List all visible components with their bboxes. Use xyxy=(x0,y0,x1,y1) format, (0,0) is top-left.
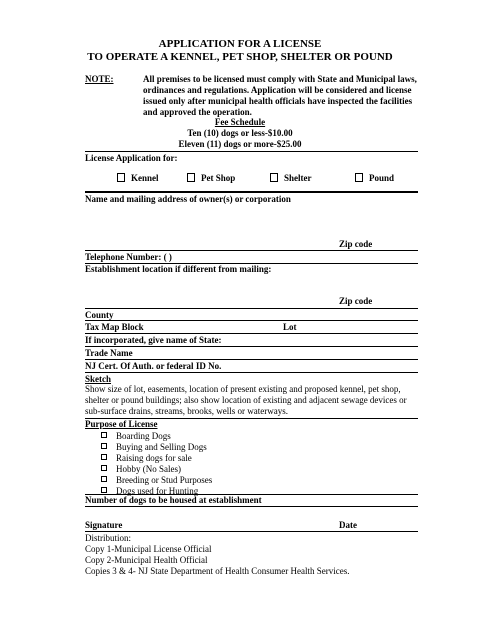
divider xyxy=(85,151,418,152)
sketch-heading: Sketch xyxy=(85,374,112,384)
checkbox[interactable] xyxy=(101,487,107,493)
checkbox[interactable] xyxy=(101,454,107,460)
nj-cert-label: NJ Cert. Of Auth. or federal ID No. xyxy=(85,361,222,371)
list-item[interactable]: Raising dogs for sale xyxy=(101,453,212,464)
trade-name-label: Trade Name xyxy=(85,348,133,358)
date-label: Date xyxy=(339,520,357,530)
divider xyxy=(85,531,418,532)
fee-line-2: Eleven (11) dogs or more-$25.00 xyxy=(178,139,302,149)
county-label: County xyxy=(85,310,114,320)
sketch-text: Show size of lot, easements, location of present existing and proposed kennel, pet shop, shelter or pound buildings; also show location of existing and adjacent sewage devices or sub-surface drains, streams, brooks, wells or waterways. xyxy=(85,384,407,416)
divider xyxy=(85,346,418,347)
zip-code-label: Zip code xyxy=(339,239,373,249)
list-item[interactable]: Boarding Dogs xyxy=(101,431,212,442)
license-application-for-label: License Application for: xyxy=(85,153,178,163)
checkbox[interactable] xyxy=(101,443,107,449)
divider xyxy=(85,359,418,360)
dogs-count-label: Number of dogs to be housed at establishment xyxy=(85,495,262,505)
divider xyxy=(85,372,418,373)
note-label: NOTE: xyxy=(85,74,114,84)
distribution-heading: Distribution: xyxy=(85,533,132,543)
option-pet-shop[interactable]: Pet Shop xyxy=(187,173,235,184)
distribution-line: Copy 2-Municipal Health Official xyxy=(85,555,208,565)
zip-code-label: Zip code xyxy=(339,296,373,306)
checkbox[interactable] xyxy=(117,173,125,182)
divider xyxy=(85,320,418,321)
checkbox[interactable] xyxy=(270,173,278,182)
purpose-heading: Purpose of License xyxy=(85,419,158,429)
title-line-1: APPLICATION FOR A LICENSE xyxy=(158,38,322,50)
tax-map-block-label: Tax Map Block xyxy=(85,322,144,332)
divider xyxy=(85,506,418,507)
checkbox[interactable] xyxy=(187,173,195,182)
list-item[interactable]: Breeding or Stud Purposes xyxy=(101,475,212,486)
option-pound[interactable]: Pound xyxy=(355,173,394,184)
divider xyxy=(85,333,418,334)
checkbox[interactable] xyxy=(355,173,363,182)
list-item[interactable]: Hobby (No Sales) xyxy=(101,464,212,475)
divider xyxy=(85,308,418,309)
divider xyxy=(85,250,418,251)
fee-line-1: Ten (10) dogs or less-$10.00 xyxy=(187,128,293,138)
list-item[interactable]: Dogs used for Hunting xyxy=(101,486,212,497)
lot-label: Lot xyxy=(283,322,297,332)
note-text: All premises to be licensed must comply with State and Municipal laws, ordinances and regulations. Application will be considered and license issued only after municipal health officials have inspected the facilities and approved the operation. xyxy=(143,74,417,117)
checkbox[interactable] xyxy=(101,432,107,438)
distribution-line: Copies 3 & 4- NJ State Department of Health Consumer Health Services. xyxy=(85,566,350,576)
list-item[interactable]: Buying and Selling Dogs xyxy=(101,442,212,453)
fee-schedule-heading: Fee Schedule xyxy=(214,117,266,127)
incorporated-label: If incorporated, give name of State: xyxy=(85,335,222,345)
checkbox[interactable] xyxy=(101,465,107,471)
checkbox[interactable] xyxy=(101,476,107,482)
purpose-list xyxy=(101,431,212,497)
distribution-line: Copy 1-Municipal License Official xyxy=(85,544,212,554)
establishment-label: Establishment location if different from mailing: xyxy=(85,264,272,274)
title-line-2: TO OPERATE A KENNEL, PET SHOP, SHELTER OR POUND xyxy=(87,51,393,63)
option-kennel[interactable]: Kennel xyxy=(117,173,159,184)
divider xyxy=(85,191,418,193)
owner-label: Name and mailing address of owner(s) or corporation xyxy=(85,194,291,204)
signature-label: Signature xyxy=(85,520,123,530)
option-shelter[interactable]: Shelter xyxy=(270,173,312,184)
telephone-label: Telephone Number: ( ) xyxy=(85,252,172,262)
